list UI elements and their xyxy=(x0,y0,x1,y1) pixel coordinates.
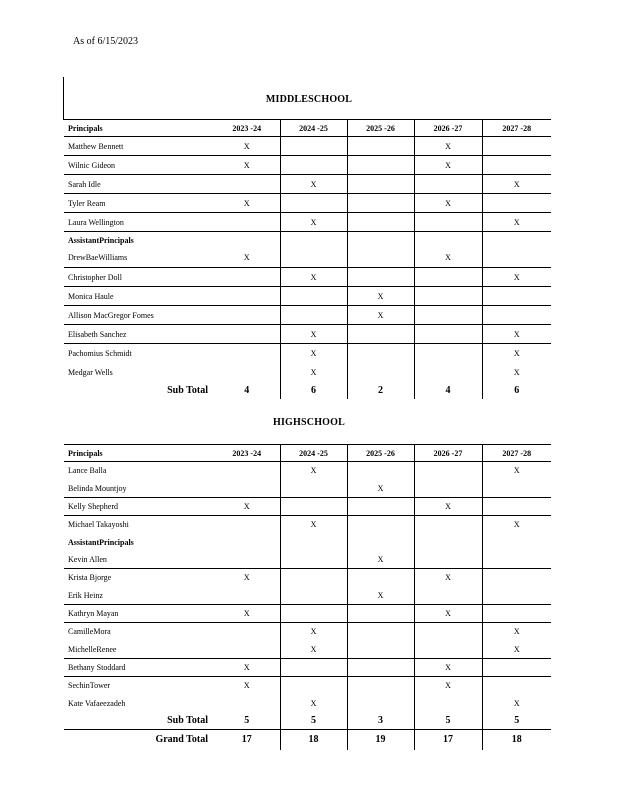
year-mark xyxy=(414,268,482,287)
year-mark xyxy=(214,344,280,363)
person-name: Medgar Wells xyxy=(68,367,113,377)
year-mark: X xyxy=(214,605,280,623)
sub-total-label: Sub Total xyxy=(167,384,208,396)
grand-total-value: 18 xyxy=(482,730,551,750)
year-mark xyxy=(347,363,414,382)
table-row xyxy=(64,605,551,623)
year-mark xyxy=(482,194,551,213)
year-mark: X xyxy=(414,659,482,677)
person-name: Elisabeth Sanchez xyxy=(64,325,214,344)
person-name: Michael Takayoshi xyxy=(64,516,214,534)
year-mark xyxy=(414,641,482,659)
year-mark xyxy=(347,659,414,677)
year-mark xyxy=(280,659,347,677)
person-name: DrewBaeWilliams xyxy=(68,253,128,263)
table-row xyxy=(64,249,551,268)
year-mark: X xyxy=(347,587,414,605)
year-mark: X xyxy=(280,462,347,480)
year-mark xyxy=(280,569,347,587)
person-name: Bethany Stoddard xyxy=(64,659,214,677)
person-name: MichelleRenee xyxy=(68,644,117,654)
year-mark xyxy=(280,249,347,268)
person-name: Wilnic Gideon xyxy=(64,156,214,175)
person-name: Christopher Doll xyxy=(64,268,214,287)
year-mark: X xyxy=(243,253,250,263)
table-row xyxy=(64,677,551,695)
table-row xyxy=(64,344,551,363)
year-mark xyxy=(414,516,482,534)
principals-header: Principals xyxy=(64,445,214,462)
year-header: 2027 -28 xyxy=(482,120,551,137)
year-mark xyxy=(214,213,280,232)
table-row xyxy=(64,587,551,605)
year-mark: X xyxy=(414,605,482,623)
year-mark xyxy=(414,363,482,382)
empty-cell xyxy=(280,232,347,249)
sub-total-value: 2 xyxy=(347,382,414,399)
year-mark xyxy=(214,641,280,659)
empty-cell xyxy=(214,534,280,551)
table-row xyxy=(64,480,551,498)
year-mark: X xyxy=(414,249,482,268)
table-row xyxy=(64,287,551,306)
sub-total-value: 5 xyxy=(482,713,551,730)
year-header: 2023 -24 xyxy=(214,445,280,462)
table-row xyxy=(64,498,551,516)
year-mark xyxy=(482,605,551,623)
year-header: 2024 -25 xyxy=(280,445,347,462)
sub-total-value: 5 xyxy=(244,715,250,727)
year-mark xyxy=(482,587,551,605)
grand-total-value: 17 xyxy=(414,730,482,750)
person-name: Kate Vafaeezadeh xyxy=(68,699,126,708)
year-mark xyxy=(214,363,280,382)
high-school-title: HIGHSCHOOL xyxy=(272,417,345,428)
year-mark: X xyxy=(280,175,347,194)
empty-cell xyxy=(347,534,414,551)
year-mark xyxy=(347,249,414,268)
table-row xyxy=(64,194,551,213)
year-mark xyxy=(347,213,414,232)
year-mark xyxy=(414,325,482,344)
year-mark: X xyxy=(347,306,414,325)
year-mark xyxy=(347,569,414,587)
year-mark xyxy=(347,516,414,534)
year-mark: X xyxy=(414,569,482,587)
year-mark xyxy=(347,156,414,175)
grand-total-label: Grand Total xyxy=(64,730,214,750)
year-mark xyxy=(280,480,347,498)
year-mark xyxy=(214,325,280,344)
year-mark: X xyxy=(214,156,280,175)
year-mark: X xyxy=(214,659,280,677)
year-mark xyxy=(414,306,482,325)
year-mark xyxy=(280,605,347,623)
year-mark: X xyxy=(482,175,551,194)
year-mark: X xyxy=(214,569,280,587)
empty-cell xyxy=(414,534,482,551)
table-row xyxy=(64,659,551,677)
sub-total-row xyxy=(64,382,551,399)
person-name: Monica Haule xyxy=(64,287,214,306)
year-mark: X xyxy=(214,194,280,213)
assistant-principals-header: AssistantPrincipals xyxy=(68,537,134,547)
year-mark xyxy=(280,498,347,516)
year-mark xyxy=(347,462,414,480)
empty-cell xyxy=(482,232,551,249)
year-mark xyxy=(214,287,280,306)
person-name: CamilleMora xyxy=(64,623,214,641)
table-row xyxy=(64,268,551,287)
year-mark: X xyxy=(280,695,347,713)
year-mark xyxy=(280,194,347,213)
year-mark: X xyxy=(214,677,280,695)
table-row xyxy=(64,516,551,534)
empty-cell xyxy=(414,232,482,249)
year-mark xyxy=(347,695,414,713)
sub-total-value: 6 xyxy=(280,382,347,399)
year-header: 2024 -25 xyxy=(280,120,347,137)
year-mark xyxy=(347,268,414,287)
table-row xyxy=(64,306,551,325)
header-row xyxy=(64,445,551,462)
year-mark: X xyxy=(280,623,347,641)
year-header: 2025 -26 xyxy=(347,445,414,462)
year-mark xyxy=(347,605,414,623)
year-mark xyxy=(280,306,347,325)
year-mark xyxy=(214,623,280,641)
year-mark xyxy=(347,641,414,659)
year-mark: X xyxy=(414,137,482,156)
year-mark xyxy=(414,551,482,569)
year-mark: X xyxy=(482,623,551,641)
year-mark xyxy=(482,156,551,175)
year-mark xyxy=(280,677,347,695)
year-mark xyxy=(482,677,551,695)
sub-total-value: 5 xyxy=(280,713,347,730)
year-mark xyxy=(214,306,280,325)
year-mark xyxy=(482,480,551,498)
principals-header: Principals xyxy=(64,120,214,137)
person-name: SechinTower xyxy=(64,677,214,695)
person-name: Allison MacGregor Fomes xyxy=(64,306,214,325)
year-mark xyxy=(280,287,347,306)
empty-cell xyxy=(214,232,280,249)
year-mark: X xyxy=(347,480,414,498)
year-mark xyxy=(347,623,414,641)
year-mark xyxy=(482,287,551,306)
person-name: Tyler Ream xyxy=(64,194,214,213)
year-mark: X xyxy=(280,344,347,363)
year-mark xyxy=(214,175,280,194)
year-mark xyxy=(482,498,551,516)
year-mark: X xyxy=(482,213,551,232)
sub-total-label: Sub Total xyxy=(167,715,208,727)
table-row xyxy=(64,641,551,659)
year-mark xyxy=(214,695,280,713)
year-mark xyxy=(414,287,482,306)
year-mark xyxy=(482,137,551,156)
year-mark xyxy=(280,137,347,156)
year-mark xyxy=(280,156,347,175)
person-name: Laura Wellington xyxy=(64,213,214,232)
table-row xyxy=(64,213,551,232)
year-mark xyxy=(347,677,414,695)
year-mark: X xyxy=(214,498,280,516)
middle-school-title: MIDDLESCHOOL xyxy=(265,94,353,105)
table-row xyxy=(64,623,551,641)
year-mark xyxy=(414,587,482,605)
year-mark xyxy=(347,175,414,194)
year-mark xyxy=(347,137,414,156)
person-name: Lance Balla xyxy=(64,462,214,480)
table-row xyxy=(64,325,551,344)
year-mark xyxy=(414,213,482,232)
year-header: 2026 -27 xyxy=(414,120,482,137)
year-mark: X xyxy=(482,516,551,534)
table-row xyxy=(64,137,551,156)
sub-total-row xyxy=(64,713,551,730)
year-mark xyxy=(414,462,482,480)
person-name: Kathryn Mayan xyxy=(64,605,214,623)
grand-total-row xyxy=(64,730,551,750)
year-mark xyxy=(414,175,482,194)
middle-school-table xyxy=(64,119,551,399)
person-name: Krista Bjorge xyxy=(64,569,214,587)
sub-total-value: 3 xyxy=(347,713,414,730)
header-row xyxy=(64,120,551,137)
year-mark: X xyxy=(347,287,414,306)
assistant-principals-label-row xyxy=(64,534,551,551)
year-mark: X xyxy=(482,641,551,659)
empty-cell xyxy=(482,534,551,551)
year-mark: X xyxy=(280,325,347,344)
year-mark xyxy=(414,344,482,363)
table-row xyxy=(64,363,551,382)
as-of-date: As of 6/15/2023 xyxy=(73,36,138,47)
year-header: 2026 -27 xyxy=(414,445,482,462)
grand-total-value: 17 xyxy=(214,730,280,750)
year-mark xyxy=(280,587,347,605)
person-name: Kelly Shepherd xyxy=(64,498,214,516)
table-row xyxy=(64,551,551,569)
assistant-principals-label-row xyxy=(64,232,551,249)
year-mark xyxy=(482,249,551,268)
person-name: Pachomius Schmidt xyxy=(64,344,214,363)
year-header: 2027 -28 xyxy=(482,445,551,462)
year-mark xyxy=(347,194,414,213)
person-name: Matthew Bennett xyxy=(64,137,214,156)
year-mark xyxy=(482,306,551,325)
table-row xyxy=(64,156,551,175)
sub-total-value: 4 xyxy=(244,384,250,396)
year-mark xyxy=(482,569,551,587)
year-mark xyxy=(214,516,280,534)
year-mark xyxy=(414,480,482,498)
grand-total-value: 18 xyxy=(280,730,347,750)
year-header: 2023 -24 xyxy=(214,120,280,137)
person-name: Sarah Idle xyxy=(64,175,214,194)
year-mark: X xyxy=(482,344,551,363)
table-row xyxy=(64,462,551,480)
year-mark: X xyxy=(482,695,551,713)
year-mark xyxy=(347,498,414,516)
year-mark xyxy=(214,462,280,480)
person-name: Belinda Mountjoy xyxy=(68,483,127,493)
year-mark xyxy=(214,587,280,605)
year-mark: X xyxy=(482,325,551,344)
year-mark xyxy=(214,480,280,498)
year-mark xyxy=(482,659,551,677)
year-mark: X xyxy=(414,498,482,516)
sub-total-value: 6 xyxy=(482,382,551,399)
year-mark xyxy=(414,623,482,641)
table-row xyxy=(64,175,551,194)
year-mark xyxy=(347,344,414,363)
year-mark: X xyxy=(414,194,482,213)
year-mark xyxy=(214,551,280,569)
year-mark xyxy=(347,325,414,344)
year-mark xyxy=(482,551,551,569)
year-mark: X xyxy=(414,677,482,695)
person-name: Erik Heinz xyxy=(68,590,103,600)
year-mark: X xyxy=(280,268,347,287)
year-mark: X xyxy=(347,551,414,569)
person-name: Kevin Allen xyxy=(68,554,107,564)
year-mark: X xyxy=(280,516,347,534)
assistant-principals-header: AssistantPrincipals xyxy=(64,232,214,249)
year-mark xyxy=(414,695,482,713)
empty-cell xyxy=(280,534,347,551)
year-mark: X xyxy=(280,641,347,659)
year-mark: X xyxy=(482,363,551,382)
year-mark: X xyxy=(482,268,551,287)
year-mark: X xyxy=(414,156,482,175)
high-school-table xyxy=(64,444,551,750)
year-header: 2025 -26 xyxy=(347,120,414,137)
sub-total-value: 5 xyxy=(414,713,482,730)
table-row xyxy=(64,695,551,713)
sub-total-value: 4 xyxy=(414,382,482,399)
table-row xyxy=(64,569,551,587)
year-mark: X xyxy=(214,137,280,156)
year-mark: X xyxy=(280,363,347,382)
year-mark xyxy=(280,551,347,569)
year-mark xyxy=(214,268,280,287)
grand-total-value: 19 xyxy=(347,730,414,750)
year-mark: X xyxy=(280,213,347,232)
empty-cell xyxy=(347,232,414,249)
year-mark: X xyxy=(482,462,551,480)
